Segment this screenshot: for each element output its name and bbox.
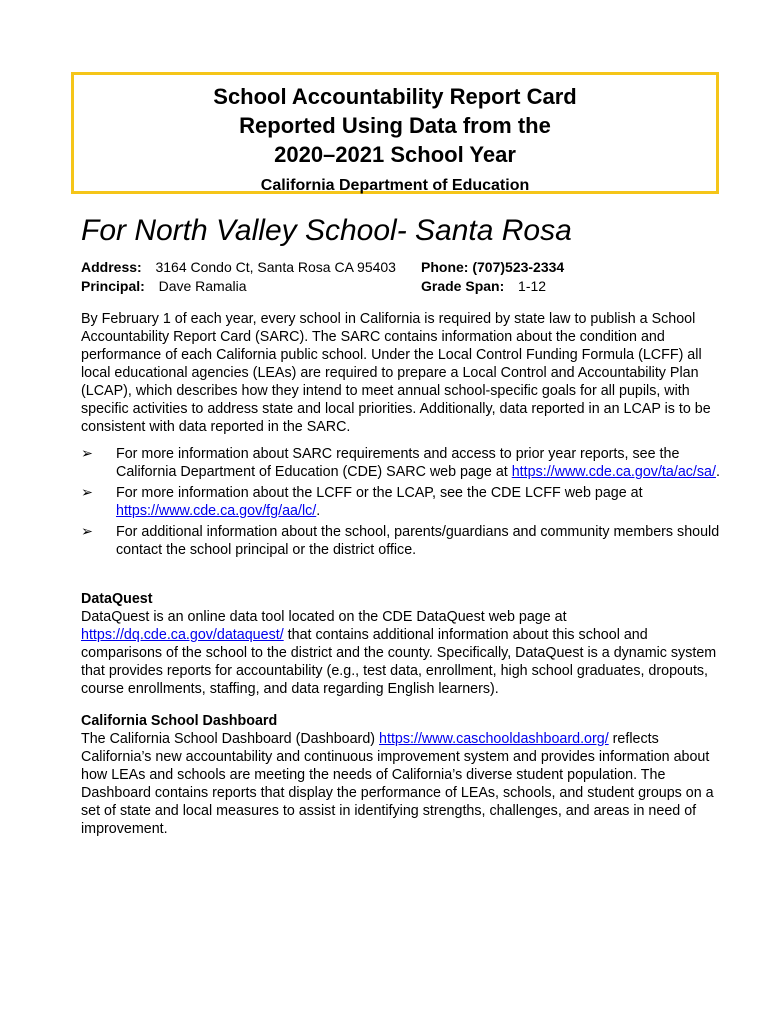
bullet-text: For more information about SARC requirements and access to prior year reports, see the California Department of Education (CDE) SARC web page at (116, 446, 680, 480)
title-line-1: School Accountability Report Card (213, 84, 577, 109)
arrow-bullet-icon: ➢ (81, 524, 93, 540)
title-line-3: 2020–2021 School Year (274, 142, 516, 167)
arrow-bullet-icon: ➢ (81, 485, 93, 501)
bullet-text: For additional information about the school, parents/guardians and community members should contact the school principal or the district office. (116, 524, 720, 558)
dashboard-paragraph (81, 730, 721, 838)
report-title (74, 82, 716, 169)
phone-line (421, 258, 564, 277)
dashboard-link[interactable]: https://www.caschooldashboard.org/ (379, 731, 609, 747)
info-bullet-list (81, 445, 721, 562)
title-box (71, 72, 719, 194)
phone-label: Phone: (421, 259, 469, 275)
school-name: For North Valley School- Santa Rosa (81, 214, 572, 247)
dataquest-paragraph (81, 608, 721, 698)
dashboard-text-after: reflects California’s new accountability and continuous improvement system and provides information about how LEAs and schools are meeting the needs of California’s diverse student population. The Dashboard contains reports that display the performance of LEAs, schools, and student groups on a set of state and local measures to assist in identifying strengths, challenges, and areas in need of improvement. (81, 731, 714, 837)
grade-span-line (421, 277, 546, 296)
lcff-link[interactable]: https://www.cde.ca.gov/fg/aa/lc/ (116, 503, 317, 519)
dataquest-section (81, 590, 721, 698)
bullet-text: For more information about the LCFF or the LCAP, see the CDE LCFF web page at (116, 485, 643, 501)
address-label: Address: (81, 259, 142, 275)
bullet-sarc (81, 445, 721, 481)
intro-paragraph: By February 1 of each year, every school in California is required by state law to publish a School Accountability Report Card (SARC). The SARC contains information about the condition and performance of each California public school. Under the Local Control Funding Formula (LCFF) all local educational agencies (LEAs) are required to prepare a Local Control and Accountability Plan (LCAP), which describes how they intend to meet annual school-specific goals for all pupils, with specific activities to address state and local priorities. Additionally, data reported in an LCAP is to be consistent with data reported in the SARC. (81, 311, 711, 435)
department-name: California Department of Education (260, 177, 530, 194)
grade-span-value: 1-12 (518, 278, 547, 294)
bullet-lcff (81, 484, 721, 520)
principal-label: Principal: (81, 278, 145, 294)
sarc-link[interactable]: https://www.cde.ca.gov/ta/ac/sa/ (511, 464, 716, 480)
dashboard-heading: California School Dashboard (81, 713, 278, 729)
arrow-bullet-icon: ➢ (81, 446, 93, 462)
principal-value: Dave Ramalia (158, 278, 247, 294)
dataquest-text-before: DataQuest is an online data tool located on the CDE DataQuest web page at (81, 609, 567, 625)
address-value: 3164 Condo Ct, Santa Rosa CA 95403 (155, 259, 396, 275)
bullet-contact (81, 523, 721, 559)
phone-value: (707)523-2334 (472, 259, 565, 275)
bullet-text-after: . (316, 503, 321, 519)
bullet-text-after: . (715, 464, 720, 480)
principal-line (81, 277, 247, 296)
dashboard-section (81, 712, 721, 838)
address-line (81, 258, 396, 277)
title-line-2: Reported Using Data from the (239, 113, 551, 138)
grade-span-label: Grade Span: (421, 278, 505, 294)
dataquest-text-after: that contains additional information about this school and comparisons of the school to the district and the county. Specifically, DataQuest is a dynamic system that provides reports for accountability (e.g., test data, enrollment, high school graduates, dropouts, course enrollments, staffing, and data regarding English learners). (81, 627, 717, 697)
dataquest-heading: DataQuest (81, 591, 153, 607)
dataquest-link[interactable]: https://dq.cde.ca.gov/dataquest/ (81, 627, 284, 643)
dashboard-text-before: The California School Dashboard (Dashboard) (81, 731, 380, 747)
